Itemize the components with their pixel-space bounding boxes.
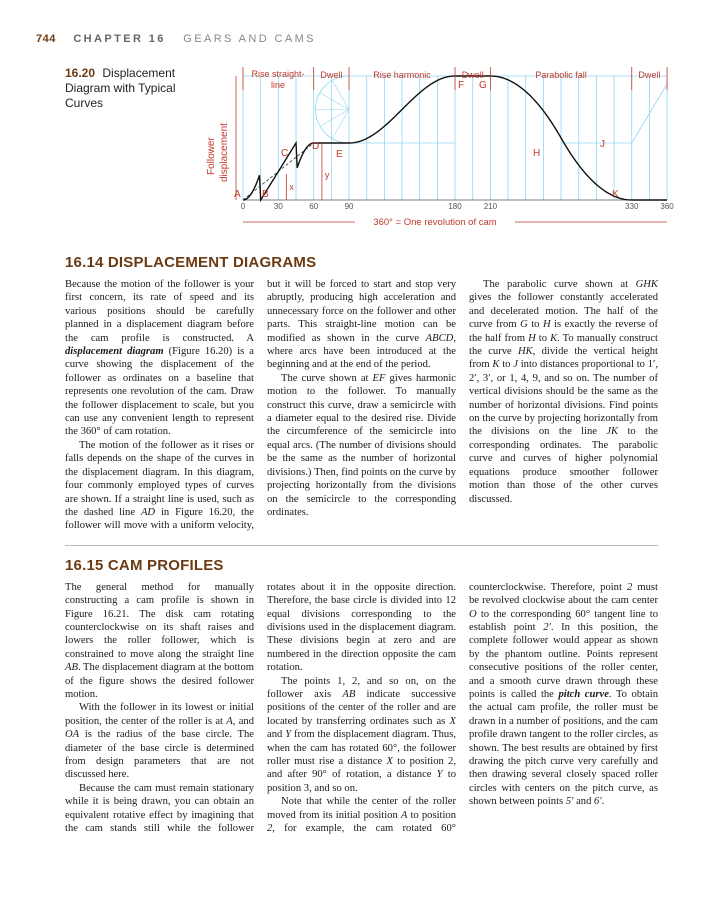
text-run: , and <box>232 715 254 727</box>
segment-label: Rise harmonic <box>373 70 431 80</box>
y-axis-label: displacement <box>219 123 230 182</box>
y-axis-label: Follower <box>206 137 217 175</box>
point-label-K: K <box>612 189 619 200</box>
emphasized-term: J <box>513 359 518 371</box>
emphasized-term: OA <box>65 729 80 741</box>
segment-label: Parabolic fall <box>535 70 587 80</box>
segment-label: Dwell <box>320 70 343 80</box>
section-body-displacement-diagrams <box>65 278 658 533</box>
point-label-G: G <box>479 80 487 91</box>
emphasized-term: 6′ <box>594 796 602 808</box>
paragraph <box>267 372 456 519</box>
text-run: The parabolic curve shown at <box>483 279 636 290</box>
emphasized-term: EF <box>372 372 386 384</box>
emphasized-term: JK <box>606 426 619 438</box>
segment-label: Dwell <box>638 70 661 80</box>
text-run: (Figure 16.20) is a curve showing the displacement of the follower as ordinates on a baseline that represents one revolution of the cam. Draw the follower displacement to scale, but you can use any convenient length to represent the 360° of cam rotation. <box>65 346 254 438</box>
emphasized-term: AD <box>140 506 156 518</box>
text-run: is the radius of the base circle. The diameter of the base circle is determined from design parameters that are not discussed here. <box>65 729 254 781</box>
text-run: must be revolved clockwise about the cam center <box>469 581 658 607</box>
point-label-D: D <box>312 141 320 152</box>
dimension-x-label: x <box>289 182 294 192</box>
text-run: to position 2, and after 90° of rotation, a distance <box>267 756 456 781</box>
emphasized-term: K <box>550 332 558 344</box>
text-run: to position 3, and so on. <box>267 769 457 794</box>
figure-caption-text: Displacement Diagram with Typical Curves <box>65 66 176 110</box>
text-run: is exactly the reverse of the half from <box>469 319 658 344</box>
emphasized-term: 5′ <box>565 796 574 808</box>
text-run: The motion of the follower as it rises or falls depends on the shape of the curves in the displacement diagram. In this diagram, four commonly employed types of curves are shown. If a straight line is used, such as the dashed line <box>65 439 254 518</box>
text-run: gives harmonic motion to the follower. To manually construct this curve, draw a semicircle with a diameter equal to the desired rise. Divide the circumference of the semicircle into equal arcs. (The number of divisions should be the same as the number of horizontal divisions.) Then, find points on the curve by projecting horizontally from the divisions on the semicircle to the corresponding ordinates. <box>267 372 456 518</box>
text-run: . In this position, the complete follower would appear as shown by the phantom outline. Points represent consecutive positions of the roller center, and a smooth curve drawn through these points is called the <box>469 621 658 700</box>
emphasized-term: displacement diagram <box>65 346 164 358</box>
paragraph <box>65 701 254 781</box>
revolution-label: 360° = One revolution of cam <box>373 217 497 228</box>
emphasized-term: Y <box>436 769 443 781</box>
emphasized-term: A <box>400 809 408 821</box>
emphasized-term: Y <box>285 729 292 741</box>
emphasized-term: H <box>528 332 536 344</box>
emphasized-term: pitch curve <box>558 688 609 700</box>
displacement-diagram <box>0 0 702 240</box>
text-run: to the corresponding ordinates. The parabolic curve and curves of higher polynomial equations produce smoother follower motion than those of the other curves discussed. <box>469 426 658 505</box>
x-tick-label: 180 <box>448 202 462 211</box>
x-tick-label: 0 <box>240 202 246 211</box>
emphasized-term: 2 <box>267 823 273 835</box>
x-tick-label: 60 <box>309 202 319 211</box>
paragraph <box>65 278 254 439</box>
page-number: 744 <box>36 33 56 45</box>
point-label-B: B <box>262 189 269 200</box>
chapter-label: CHAPTER 16 <box>73 33 166 45</box>
text-run: to <box>499 359 514 371</box>
emphasized-term: AB <box>65 662 78 674</box>
chapter-title: GEARS AND CAMS <box>183 33 316 45</box>
text-run: The general method for manually constructing a cam profile is shown in Figure 16.21. The disk cam rotating counterclockwise on its shaft raises and lowers the roller follower, which is constrained to move along the straight line <box>65 581 254 660</box>
text-run: in Figure 16.20, the follower will move with a uniform velocity, but it will be forced to start and stop very abruptly, producing high acceleration and unnecessary force on the follower and other parts. This straight-line motion can be modified as shown in the curve <box>65 279 456 532</box>
point-label-F: F <box>458 80 465 91</box>
emphasized-term: X <box>386 756 393 767</box>
text-run: gives the follower constantly accelerated and decelerated motion. The half of the curve from <box>469 292 658 331</box>
emphasized-term: O <box>469 608 477 620</box>
text-run: into distances proportional to 1′, 2′, 3′, or 1, 4, 9, and so on. The number of vertical divisions should be the same as the number of horizontal divisions. Find points on the curve by projecting horizontally from the divisions on the line <box>469 359 658 438</box>
point-label-H: H <box>533 148 541 159</box>
emphasized-term: AB <box>342 688 356 700</box>
paragraph <box>267 675 456 796</box>
point-label-J: J <box>600 139 605 150</box>
point-label-E: E <box>336 149 343 160</box>
emphasized-term: HK <box>517 346 533 358</box>
emphasized-term: 2′ <box>543 621 551 633</box>
text-run: indicate successive positions of the center of the roller and are located by transferring ordinates such as <box>267 688 456 727</box>
body-text <box>65 254 658 835</box>
emphasized-term: G <box>520 319 528 331</box>
text-run: and <box>573 796 595 808</box>
semicircle-division <box>320 110 349 127</box>
x-tick-label: 30 <box>273 202 283 211</box>
semicircle-division <box>332 80 349 109</box>
section-body-cam-profiles <box>65 581 658 836</box>
emphasized-term: H <box>542 319 551 331</box>
segment-label-rise-straight-line: Rise straight-line <box>251 69 305 90</box>
emphasized-term: 2 <box>627 581 633 593</box>
text-run: to <box>535 332 551 344</box>
text-run: . To manually construct the curve <box>469 332 658 358</box>
text-run: With the follower in its lowest or initial position, the center of the roller is at <box>65 702 254 727</box>
semicircle-division <box>332 110 349 139</box>
emphasized-term: K <box>492 359 500 371</box>
paragraph <box>65 581 254 702</box>
x-tick-label: 330 <box>625 202 639 211</box>
text-run: , where arcs have been introduced at the beginning and at the end of the period. <box>267 332 456 371</box>
text-run: to position <box>407 809 456 821</box>
text-run: , divide the vertical height from <box>469 346 658 371</box>
figure-number: 16.20 <box>65 66 96 80</box>
text-run: Note that while the center of the roller moved from its initial position <box>267 796 456 821</box>
emphasized-term: GHK <box>635 279 658 290</box>
text-run: Because the cam must remain stationary while it is being drawn, you can obtain an equivalent rotative effect by imagining that the cam stands still while the follower rotates about it in the opposite direction. Therefore, the base circle is divided into 12 equal divisions corresponding to the divisions used in the displacement diagram. These divisions begin at zero and are numbered in the direction opposite the cam rotation. <box>65 581 456 835</box>
text-run: and <box>267 729 286 741</box>
text-run: . The displacement diagram at the bottom of the figure shows the desired follower motion. <box>65 662 254 700</box>
text-run: The points 1, 2, and so on, on the follower axis <box>267 675 456 700</box>
section-heading-cam-profiles: 16.15 CAM PROFILES <box>65 556 224 574</box>
text-run: . To obtain the actual cam profile, the roller must be drawn in a number of positions, and the cam profile drawn tangent to the roller circles, as shown. The best results are obtained by first drawing the pitch curve very carefully and then drawing several closely spaced roller circles with centers on the pitch curve, as shown between points <box>469 688 659 808</box>
segment-label: Dwell <box>461 70 484 80</box>
text-run: The curve shown at <box>281 372 373 384</box>
point-label-A: A <box>234 189 241 200</box>
section-heading-displacement-diagrams: 16.14 DISPLACEMENT DIAGRAMS <box>65 254 317 271</box>
text-run: to the corresponding 60° tangent line to establish point <box>469 608 658 633</box>
text-run: Because the motion of the follower is your first concern, its rate of speed and its various positions should be carefully planned in a displacement diagram before the cam profile is constructed. A <box>65 279 254 344</box>
emphasized-term: A <box>226 715 233 727</box>
text-run: from the displacement diagram. Thus, when the cam has rotated 60°, the follower roller must rise a distance <box>267 729 457 767</box>
paragraph <box>469 278 658 506</box>
x-tick-label: 210 <box>483 202 498 211</box>
text-run: to <box>527 319 543 331</box>
section-divider <box>65 545 658 546</box>
text-run: , for example, the cam rotated 60° counterclockwise. Therefore, point <box>272 581 627 835</box>
dimension-y-label: y <box>324 170 330 180</box>
emphasized-term: X <box>449 715 456 727</box>
text-run: . <box>601 796 605 808</box>
emphasized-term: ABCD <box>425 332 454 344</box>
x-tick-label: 90 <box>344 202 354 211</box>
x-tick-label: 360 <box>660 202 674 211</box>
semicircle-division <box>320 93 349 110</box>
point-label-C: C <box>281 148 289 159</box>
